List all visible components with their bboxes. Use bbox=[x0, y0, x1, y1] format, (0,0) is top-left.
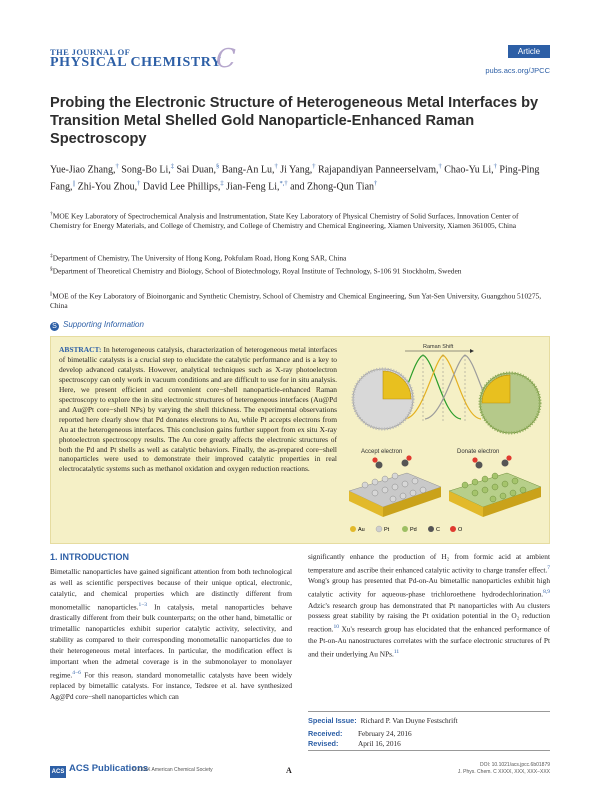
citation-ref[interactable]: 10 bbox=[333, 624, 339, 631]
affiliation-item bbox=[50, 264, 550, 276]
author-affiliation-mark: *,† bbox=[279, 180, 288, 188]
special-issue-line: Special Issue: Richard P. Van Duyne Festschrift bbox=[308, 716, 458, 725]
author-name: Sai Duan, bbox=[176, 164, 216, 176]
author-name: Zhi-You Zhou, bbox=[77, 181, 138, 193]
author-affiliation-mark: † bbox=[493, 163, 497, 170]
legend-c-swatch bbox=[428, 526, 434, 532]
au-core-wedge-right bbox=[482, 375, 510, 403]
author-name: Ji Yang, bbox=[280, 164, 313, 176]
author-name: Bang-An Lu, bbox=[221, 164, 275, 176]
affiliation-text: Department of Chemistry, The University of Hong Kong, Pokfulam Road, Hong Kong SAR, China bbox=[52, 253, 347, 263]
received-date: Received: February 24, 2016 bbox=[308, 729, 412, 738]
doi-citation bbox=[458, 762, 550, 776]
supporting-info-icon: S bbox=[50, 322, 59, 331]
raman-arrow-head bbox=[470, 349, 474, 353]
author-name: Jian-Feng Li, bbox=[226, 181, 280, 193]
legend-o-swatch bbox=[450, 526, 456, 532]
affiliation-mark: § bbox=[50, 266, 53, 272]
legend-pt-label: Pt bbox=[384, 527, 390, 533]
author-affiliation-mark: † bbox=[115, 163, 119, 170]
adsorbate-o-atom bbox=[372, 457, 377, 462]
author-affiliation-mark: † bbox=[312, 163, 316, 170]
journal-section-letter: C bbox=[216, 44, 236, 74]
affiliation-mark: || bbox=[50, 291, 53, 297]
affiliation-item bbox=[50, 289, 550, 311]
author-name: and Zhong-Qun Tian bbox=[290, 181, 375, 193]
abstract-text bbox=[59, 345, 337, 474]
affiliation-mark: † bbox=[50, 211, 53, 217]
journal-url-link[interactable]: pubs.acs.org/JPCC bbox=[485, 66, 550, 75]
abstract-label: ABSTRACT: bbox=[59, 345, 102, 354]
author-name: Chao-Yu Li, bbox=[444, 164, 494, 176]
abstract-body: In heterogeneous catalysis, characterization of heterogeneous metal interfaces of bimetallic catalysts is a crucial step to elucidate the catalytic performance and is a key to develop advanced catalysts. However, analytical techniques such as X-ray photoelectron spectroscopy can only work in vacuum conditions and are difficult to use for in situ analysis. Here, we present efficient and convenient core−shell nanoparticle-enhanced Raman spectroscopy to explore the in situ electronic structures of heterogeneous interfaces (Au@Pd and Au@Pt core−shell NPs) by varying the shell thickness. The experimental observations reported here clearly show that Pd donates electrons to Au, while Pt accepts electrons from Au at the heterogeneous interfaces. This conclusion gains further support from ex situ X-ray photoelectron spectroscopy results. The Au core greatly affects the electronic structures of both the Pd and Pt shells as well as catalytic behaviors. Finally, the as-prepared core−shell nanoparticles were used to demonstrate their improved catalytic properties in real electrocatalytic systems such as methanol oxidation and oxygen reduction reactions. bbox=[59, 345, 337, 474]
affiliation-item bbox=[50, 209, 550, 231]
acs-publications-logo[interactable]: ACS ACS Publications bbox=[50, 763, 148, 778]
author-affiliation-mark: † bbox=[137, 180, 141, 188]
toc-legend bbox=[350, 526, 463, 533]
author-name: David Lee Phillips, bbox=[142, 181, 221, 193]
legend-o-label: O bbox=[458, 527, 463, 533]
doi-link[interactable]: DOI: 10.1021/acs.jpcc.6b01879 bbox=[479, 762, 550, 768]
legend-c-label: C bbox=[436, 527, 440, 533]
author-name: Song-Bo Li, bbox=[121, 164, 171, 176]
toc-graphic bbox=[345, 341, 545, 537]
dates-bottom-rule bbox=[308, 750, 550, 751]
revised-date: Revised: April 16, 2016 bbox=[308, 739, 401, 748]
legend-pd-swatch bbox=[402, 526, 408, 532]
au-core-wedge-left bbox=[383, 371, 411, 399]
intro-right-column: significantly enhance the production of H₂ from formic acid at ambient temperature and ascribe their enhanced catalytic activity to charge transfer effect.$^7$ Wong's group has presented that Pd-on-Au bimetallic nanoparticles exhibit high catalytic activity for aqueous-phase trichloroethene hydrodechlorination.$^{8,9}$ Adzic's research group has demonstrated that Pt nanoparticles with Au clusters possess great stability by raising the Pt oxidation potential in the O₂ reduction reaction.$^{10}$ Xu's research group has elucidated that the enhanced performance of the Pt-on-Au nanostructures correlates with the surface electronic structures of Pt and their underlying Au NPs.$^{11}$ bbox=[308, 552, 550, 658]
citation-ref[interactable]: 7 bbox=[547, 564, 550, 571]
author-affiliation-mark: † bbox=[274, 163, 278, 170]
citation-ref[interactable]: 1−3 bbox=[138, 601, 148, 608]
dates-top-rule bbox=[308, 711, 550, 712]
author-name: Ping-Ping Fang, bbox=[50, 164, 540, 193]
affiliation-text: MOE of the Key Laboratory of Bioinorganic and Synthetic Chemistry, School of Chemistry and Chemical Engineering, Sun Yat-Sen University, Guangzhou 510275, China bbox=[50, 291, 542, 311]
author-name: Rajapandiyan Panneerselvam, bbox=[317, 164, 439, 176]
author-name: Yue-Jiao Zhang, bbox=[50, 164, 116, 176]
citation-ref[interactable]: 8,9 bbox=[543, 589, 550, 596]
citation-ref[interactable]: 4−6 bbox=[72, 669, 81, 676]
article-type-badge: Article bbox=[508, 45, 550, 58]
paper-title: Probing the Electronic Structure of Heterogeneous Metal Interfaces by Transition Metal Shelled Gold Nanoparticle-Enhanced Raman Spectroscopy bbox=[50, 95, 539, 147]
author-affiliation-mark: † bbox=[374, 180, 378, 188]
accept-electron-label: Accept electron bbox=[361, 449, 403, 455]
legend-pd-label: Pd bbox=[410, 527, 417, 533]
raman-shift-label: Raman Shift bbox=[423, 344, 454, 350]
legend-pt-swatch bbox=[376, 526, 382, 532]
introduction-heading: 1. INTRODUCTION bbox=[50, 552, 130, 562]
pd-au-slab bbox=[449, 455, 541, 517]
citation-ref[interactable]: 11 bbox=[393, 648, 400, 655]
journal-name-line2: PHYSICAL CHEMISTRY bbox=[50, 55, 222, 70]
page-number: A bbox=[286, 766, 292, 775]
affiliation-item bbox=[50, 251, 550, 263]
supporting-information-link[interactable]: S Supporting Information bbox=[50, 320, 144, 331]
donate-electron-label: Donate electron bbox=[457, 449, 500, 455]
legend-au-label: Au bbox=[358, 527, 365, 533]
author-affiliation-mark: ‡ bbox=[220, 180, 224, 188]
journal-citation: J. Phys. Chem. C XXXX, XXX, XXX−XXX bbox=[457, 769, 550, 775]
author-affiliation-mark: † bbox=[438, 163, 442, 170]
author-list bbox=[50, 160, 550, 195]
affiliation-text: MOE Key Laboratory of Spectrochemical Analysis and Instrumentation, State Key Laboratory of Physical Chemistry of Solid Surfaces, Innovation Center of Chemistry for Energy Materials, and College of Chemistry, and College of Chemistry and Chemical Engineering, Xiamen University, Xiamen 361005, China bbox=[50, 211, 519, 231]
journal-name-line1: THE JOURNAL OF bbox=[50, 47, 131, 57]
author-affiliation-mark: || bbox=[72, 180, 76, 188]
author-affiliation-mark: ‡ bbox=[170, 163, 174, 170]
pt-au-slab bbox=[349, 455, 441, 517]
author-affiliation-mark: § bbox=[215, 163, 220, 170]
affiliation-text: Department of Theoretical Chemistry and Biology, School of Biotechnology, Royal Institute of Technology, S-106 91 Stockholm, Sweden bbox=[52, 266, 462, 276]
acs-logo-icon: ACS bbox=[50, 766, 66, 778]
copyright-notice: © XXXX American Chemical Society bbox=[132, 767, 213, 773]
adsorbate-c-atom bbox=[376, 462, 383, 469]
intro-left-column: Bimetallic nanoparticles have gained significant attention from both technological as well as scientific perspectives because of their unique optical, electronic, catalytic, and chemical properties which are distinctly different from monometallic nanoparticles.$^{1-3}$ In catalysis, metal nanoparticles behave drastically different from their bulk counterparts; on the other hand, bimetallic or trimetallic nanoparticles exhibit superior catalytic activity, selectivity, and stability as compared to their corresponding monometallic nanoparticles due to their heterogeneous metal interfaces. In particular, the modification effect is important when the admetal coverage is in the submonolayer to monolayer regime.$^{4-6}$ For this reason, standard monometallic catalysts have been widely replaced by bimetallic catalysts. For instance, Tedsree et al. have synthesized Ag@Pd core−shell nanoparticles which can bbox=[50, 567, 292, 701]
legend-au-swatch bbox=[350, 526, 356, 532]
affiliation-mark: ‡ bbox=[50, 253, 53, 259]
